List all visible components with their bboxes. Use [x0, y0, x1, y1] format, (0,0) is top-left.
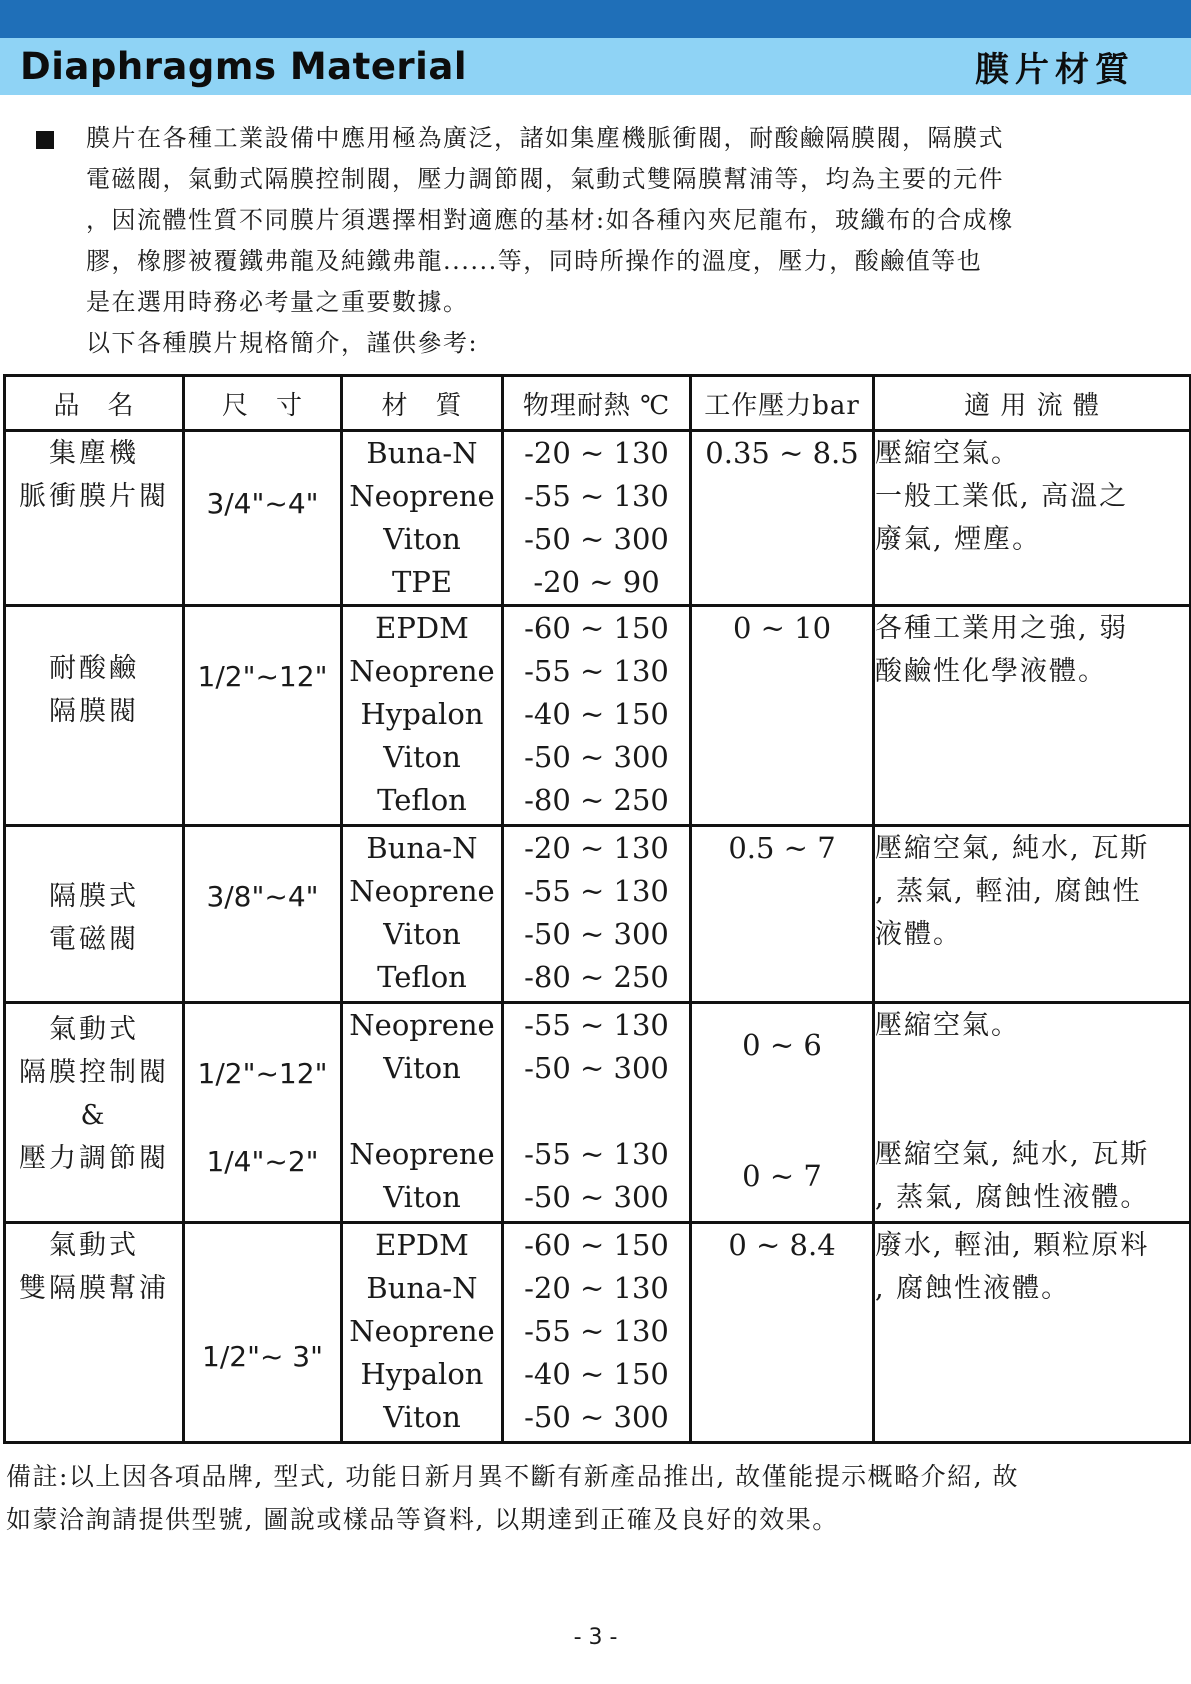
fluid-cell — [874, 1003, 1191, 1223]
material-value: Buna-N — [366, 1271, 478, 1305]
temperature-value: -20 ~ 130 — [524, 831, 669, 865]
product-name-line: 壓力調節閥 — [19, 1143, 169, 1174]
pressure-value: 0 ~ 7 — [742, 1159, 822, 1193]
page-title-chinese: 膜片材質 — [975, 50, 1135, 90]
size-value: 1/4"~2" — [206, 1145, 319, 1178]
product-name-line: 耐酸鹼 — [49, 653, 139, 684]
table-row — [5, 606, 1191, 826]
material-cell — [342, 1223, 503, 1443]
size-cell — [184, 1003, 342, 1223]
intro-line: 電磁閥，氣動式隔膜控制閥，壓力調節閥，氣動式雙隔膜幫浦等，均為主要的元件 — [86, 165, 1004, 193]
material-value — [343, 1090, 501, 1133]
material-value: Neoprene — [349, 874, 495, 908]
remark-paragraph — [6, 1455, 1186, 1541]
product-name-line: 氣動式 — [49, 1014, 139, 1045]
size-cell — [184, 1223, 342, 1443]
remark-line: 如蒙洽詢請提供型號, 圖說或樣品等資料, 以期達到正確及良好的效果。 — [6, 1505, 839, 1534]
product-name-cell — [5, 1223, 184, 1443]
material-value: Hypalon — [360, 697, 484, 731]
product-name-line: 隔膜閥 — [49, 696, 139, 727]
fluid-line: , 腐蝕性液體。 — [875, 1273, 1071, 1304]
pressure-cell — [691, 1003, 874, 1223]
column-header-fluid: 適 用 流 體 — [874, 376, 1191, 431]
size-cell — [184, 431, 342, 606]
temperature-value: -20 ~ 130 — [524, 436, 669, 470]
table-header-row — [5, 376, 1191, 431]
material-value: TPE — [391, 565, 453, 599]
page-number: - 3 - — [573, 1625, 618, 1650]
material-value: Teflon — [377, 960, 467, 994]
material-value: Neoprene — [349, 479, 495, 513]
fluid-line: 壓縮空氣。 — [875, 1010, 1020, 1041]
material-value: Viton — [383, 522, 461, 556]
pressure-value: 0.35 ~ 8.5 — [705, 436, 859, 470]
column-header-material: 材 質 — [342, 376, 503, 431]
pressure-value: 0 ~ 10 — [732, 611, 832, 645]
pressure-cell — [691, 431, 874, 606]
temperature-cell — [503, 431, 691, 606]
intro-line: ，因流體性質不同膜片須選擇相對適應的基材:如各種內夾尼龍布，玻纖布的合成橡 — [86, 206, 1014, 234]
temperature-value: -50 ~ 300 — [524, 522, 669, 556]
fluid-line: 各種工業用之強, 弱 — [875, 613, 1129, 644]
pressure-value: 0 ~ 8.4 — [728, 1228, 836, 1262]
column-header-pressure: 工作壓力bar — [691, 376, 874, 431]
product-name-line: 氣動式 — [49, 1230, 139, 1261]
product-name-line: 集塵機 — [49, 438, 139, 469]
size-value: 3/8"~4" — [206, 880, 319, 913]
temperature-value: -60 ~ 150 — [524, 611, 669, 645]
intro-line: 以下各種膜片規格簡介，謹供參考: — [86, 329, 479, 357]
product-name-cell — [5, 606, 184, 826]
fluid-line — [875, 1090, 1189, 1133]
product-name-line: 電磁閥 — [49, 924, 139, 955]
material-value: Buna-N — [366, 436, 478, 470]
square-bullet-icon — [36, 131, 54, 149]
fluid-cell — [874, 1223, 1191, 1443]
temperature-cell — [503, 1003, 691, 1223]
size-value: 1/2"~12" — [197, 660, 328, 693]
product-name-line: 隔膜控制閥 — [19, 1057, 169, 1088]
fluid-line: 廢氣, 煙塵。 — [875, 524, 1042, 555]
temperature-value — [504, 1090, 689, 1133]
intro-line: 膠，橡膠被覆鐵弗龍及純鐵弗龍......等，同時所操作的溫度，壓力，酸鹼值等也 — [86, 247, 983, 275]
fluid-line: 壓縮空氣, 純水, 瓦斯 — [875, 833, 1150, 864]
fluid-line: 一般工業低, 高溫之 — [875, 481, 1129, 512]
temperature-value: -50 ~ 300 — [524, 1180, 669, 1214]
material-value: EPDM — [375, 1228, 469, 1262]
temperature-value: -80 ~ 250 — [524, 783, 669, 817]
temperature-cell — [503, 1223, 691, 1443]
temperature-value: -50 ~ 300 — [524, 740, 669, 774]
material-value: Teflon — [377, 783, 467, 817]
material-cell — [342, 431, 503, 606]
fluid-cell — [874, 826, 1191, 1003]
size-cell — [184, 826, 342, 1003]
size-value: 1/2"~12" — [197, 1057, 328, 1090]
fluid-line — [875, 1047, 1189, 1090]
pressure-cell — [691, 1223, 874, 1443]
material-value: Neoprene — [349, 1008, 495, 1042]
temperature-value: -40 ~ 150 — [524, 697, 669, 731]
top-color-bar — [0, 0, 1191, 38]
column-header-temperature: 物理耐熱 ℃ — [503, 376, 691, 431]
material-value: Viton — [383, 917, 461, 951]
size-value: 1/2"~ 3" — [202, 1340, 323, 1373]
size-value: 3/4"~4" — [206, 487, 319, 520]
temperature-cell — [503, 606, 691, 826]
title-bar — [0, 38, 1191, 95]
intro-line: 膜片在各種工業設備中應用極為廣泛，諸如集塵機脈衝閥，耐酸鹼隔膜閥，隔膜式 — [86, 124, 1004, 152]
temperature-value: -55 ~ 130 — [524, 654, 669, 688]
pressure-value: 0.5 ~ 7 — [728, 831, 836, 865]
temperature-value: -55 ~ 130 — [524, 479, 669, 513]
temperature-value: -55 ~ 130 — [524, 1008, 669, 1042]
fluid-line: 壓縮空氣, 純水, 瓦斯 — [875, 1139, 1150, 1170]
column-header-size: 尺 寸 — [184, 376, 342, 431]
fluid-line: , 蒸氣, 輕油, 腐蝕性 — [875, 876, 1142, 907]
temperature-value: -50 ~ 300 — [524, 917, 669, 951]
fluid-line: 酸鹼性化學液體。 — [875, 656, 1107, 687]
fluid-line: 廢水, 輕油, 顆粒原料 — [875, 1230, 1150, 1261]
temperature-value: -60 ~ 150 — [524, 1228, 669, 1262]
intro-line: 是在選用時務必考量之重要數據。 — [86, 288, 469, 316]
product-name-cell — [5, 826, 184, 1003]
table-row — [5, 1223, 1191, 1443]
page-title: Diaphragms Material — [20, 45, 467, 88]
product-name-line: 隔膜式 — [49, 881, 139, 912]
table-row — [5, 826, 1191, 1003]
temperature-value: -20 ~ 130 — [524, 1271, 669, 1305]
product-name-line: & — [80, 1100, 108, 1131]
product-name-cell — [5, 431, 184, 606]
temperature-value: -50 ~ 300 — [524, 1051, 669, 1085]
material-value: Hypalon — [360, 1357, 484, 1391]
intro-paragraph — [36, 118, 1146, 364]
column-header-name: 品 名 — [5, 376, 184, 431]
material-value: EPDM — [375, 611, 469, 645]
material-value: Viton — [383, 740, 461, 774]
fluid-line: 液體。 — [875, 919, 962, 950]
pressure-cell — [691, 826, 874, 1003]
material-cell — [342, 826, 503, 1003]
fluid-line: , 蒸氣, 腐蝕性液體。 — [875, 1182, 1150, 1213]
material-value: Viton — [383, 1051, 461, 1085]
material-value: Neoprene — [349, 1137, 495, 1171]
material-value: Viton — [383, 1400, 461, 1434]
material-value: Neoprene — [349, 1314, 495, 1348]
temperature-value: -50 ~ 300 — [524, 1400, 669, 1434]
temperature-value: -55 ~ 130 — [524, 874, 669, 908]
material-value: Viton — [383, 1180, 461, 1214]
temperature-value: -40 ~ 150 — [524, 1357, 669, 1391]
temperature-cell — [503, 826, 691, 1003]
product-name-cell — [5, 1003, 184, 1223]
size-cell — [184, 606, 342, 826]
diaphragm-spec-table — [3, 374, 1191, 1444]
material-cell — [342, 1003, 503, 1223]
temperature-value: -20 ~ 90 — [533, 565, 660, 599]
product-name-line: 雙隔膜幫浦 — [19, 1273, 169, 1304]
pressure-cell — [691, 606, 874, 826]
fluid-cell — [874, 606, 1191, 826]
material-cell — [342, 606, 503, 826]
pressure-value: 0 ~ 6 — [742, 1028, 822, 1062]
remark-line: 備註:以上因各項品牌, 型式, 功能日新月異不斷有新產品推出, 故僅能提示概略介紹, 故 — [6, 1462, 1020, 1491]
temperature-value: -55 ~ 130 — [524, 1314, 669, 1348]
table-row — [5, 431, 1191, 606]
material-value: Buna-N — [366, 831, 478, 865]
temperature-value: -80 ~ 250 — [524, 960, 669, 994]
material-value: Neoprene — [349, 654, 495, 688]
temperature-value: -55 ~ 130 — [524, 1137, 669, 1171]
fluid-line: 壓縮空氣。 — [875, 438, 1020, 469]
product-name-line: 脈衝膜片閥 — [19, 481, 169, 512]
table-row — [5, 1003, 1191, 1223]
fluid-cell — [874, 431, 1191, 606]
